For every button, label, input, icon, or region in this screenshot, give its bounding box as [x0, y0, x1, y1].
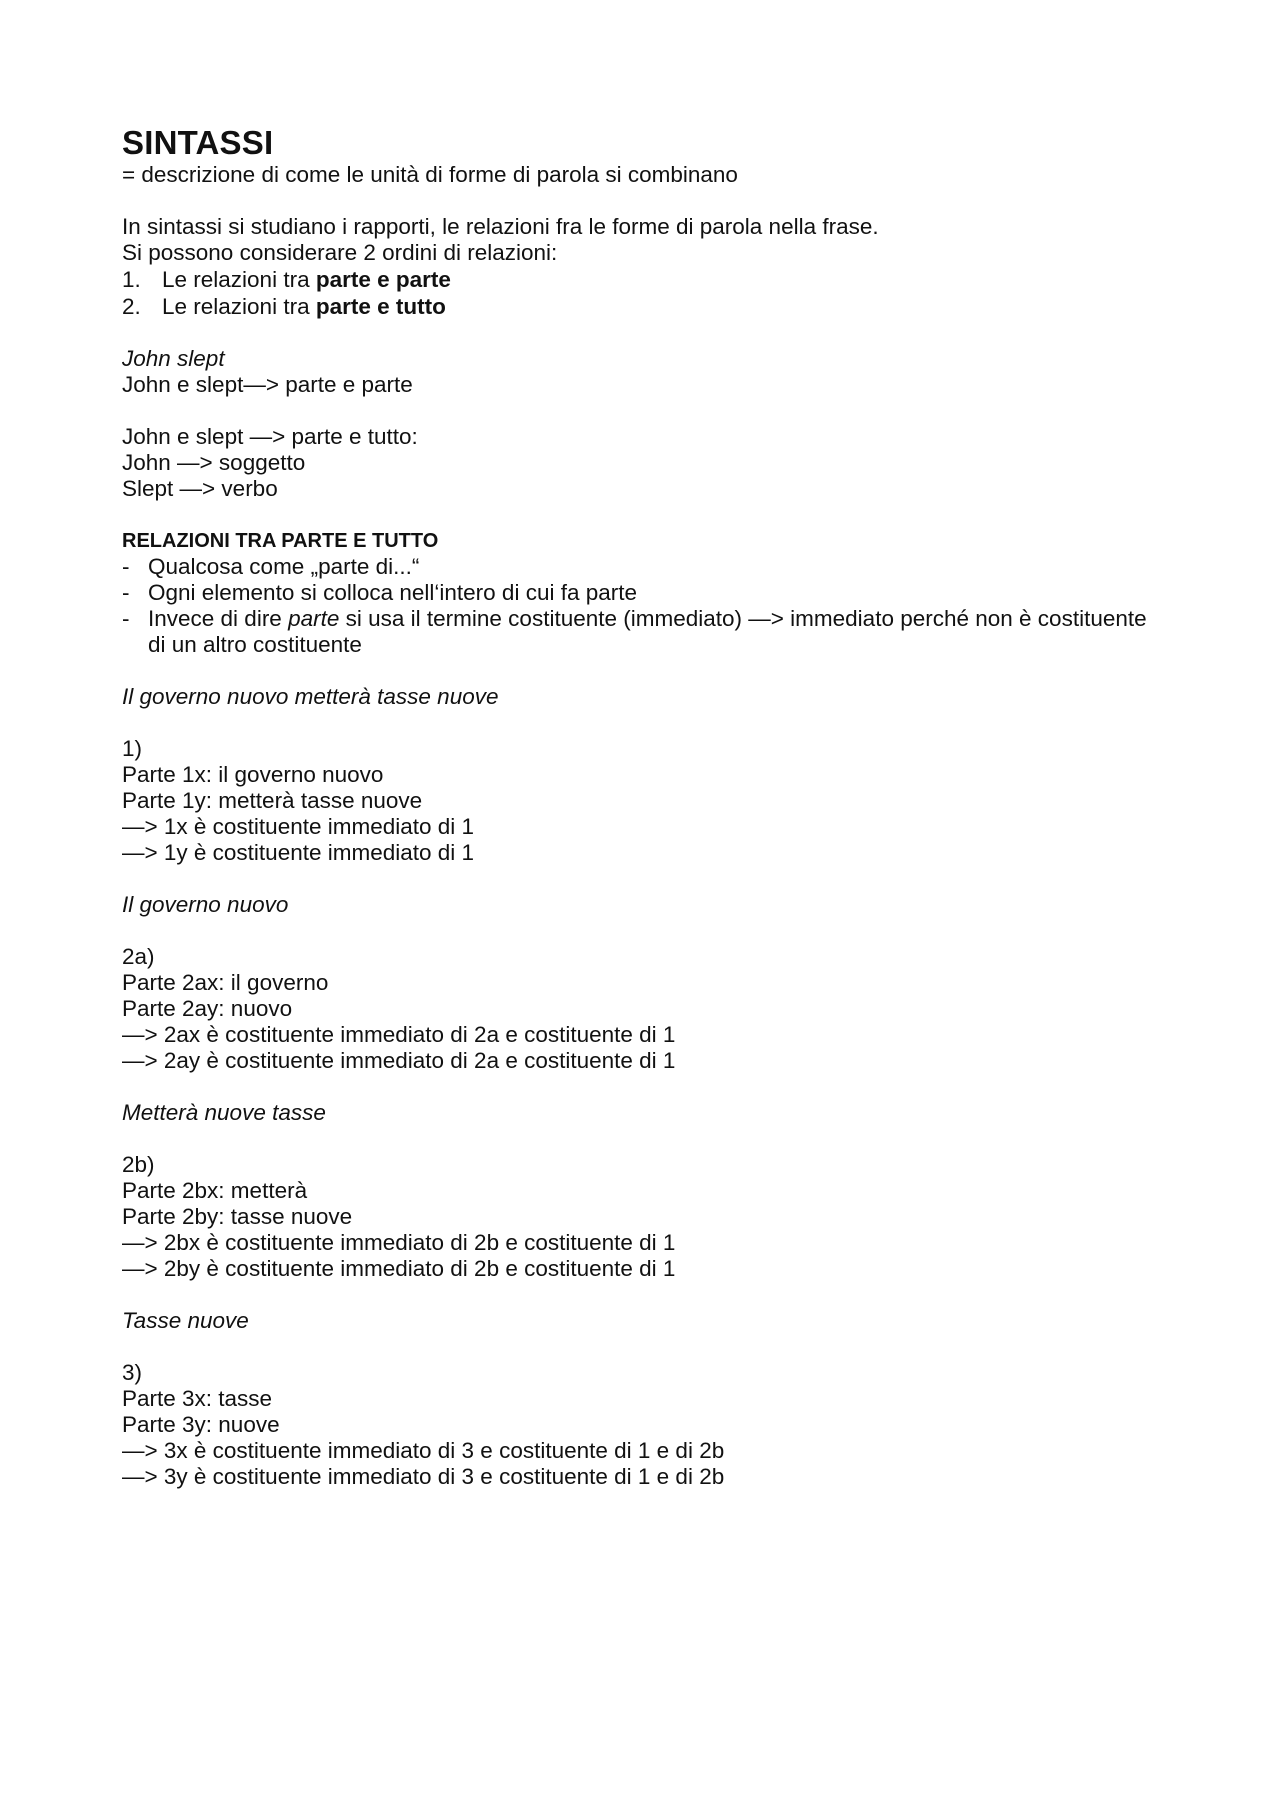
example-sentence: Il governo nuovo metterà tasse nuove — [122, 684, 499, 709]
intro-line: Si possono considerare 2 ordini di relazioni: — [122, 240, 558, 265]
definition: = descrizione di come le unità di forme di parola si combinano — [122, 162, 738, 187]
block-label: 2b) — [122, 1152, 155, 1177]
list-text: Le relazioni tra — [162, 267, 316, 292]
block-label: 3) — [122, 1360, 143, 1385]
bullet-text: Ogni elemento si colloca nell‘intero di cui fa parte — [148, 580, 638, 605]
block-line: Parte 3x: tasse — [122, 1386, 273, 1411]
block-line: —> 2ax è costituente immediato di 2a e costituente di 1 — [122, 1022, 676, 1047]
dash-bullet: - — [122, 554, 130, 579]
block-title: Il governo nuovo — [122, 892, 289, 917]
dash-bullet: - — [122, 580, 130, 605]
section-heading: RELAZIONI TRA PARTE E TUTTO — [122, 530, 439, 552]
block-title: Tasse nuove — [122, 1308, 249, 1333]
block-line: Parte 1x: il governo nuovo — [122, 762, 384, 787]
list-item — [122, 606, 1162, 658]
example-line: John e slept—> parte e parte — [122, 372, 413, 397]
bullet-text: Invece di dire — [148, 606, 289, 631]
block-line: —> 2ay è costituente immediato di 2a e costituente di 1 — [122, 1048, 676, 1073]
block-line: Parte 1y: metterà tasse nuove — [122, 788, 423, 813]
block-label: 1) — [122, 736, 143, 761]
constituent-block — [122, 1152, 1162, 1282]
block-line: —> 1y è costituente immediato di 1 — [122, 840, 475, 865]
doc-title: SINTASSI — [122, 124, 274, 161]
block-line: Parte 3y: nuove — [122, 1412, 280, 1437]
block-line: Parte 2ay: nuovo — [122, 996, 293, 1021]
block-label: 2a) — [122, 944, 155, 969]
block-line: —> 2by è costituente immediato di 2b e costituente di 1 — [122, 1256, 676, 1281]
list-item — [122, 554, 1162, 580]
dash-bullet: - — [122, 606, 130, 631]
block-line: —> 3y è costituente immediato di 3 e costituente di 1 e di 2b — [122, 1464, 725, 1489]
list-item — [122, 580, 1162, 606]
example-title: John slept — [122, 346, 225, 371]
intro-line: In sintassi si studiano i rapporti, le relazioni fra le forme di parola nella frase. — [122, 214, 879, 239]
example-line: Slept —> verbo — [122, 476, 278, 501]
bullet-text: si usa il termine costituente (immediato) —> immediato perché non è costituente di un altro costituente — [148, 606, 1147, 657]
bullet-text: Qualcosa come „parte di...“ — [148, 554, 420, 579]
list-item — [122, 293, 1162, 320]
constituent-block — [122, 944, 1162, 1074]
block-line: —> 3x è costituente immediato di 3 e costituente di 1 e di 2b — [122, 1438, 725, 1463]
constituent-block — [122, 736, 1162, 866]
list-number: 2. — [122, 294, 141, 319]
list-bold-text: parte e tutto — [315, 294, 446, 319]
block-line: —> 1x è costituente immediato di 1 — [122, 814, 475, 839]
block-line: Parte 2by: tasse nuove — [122, 1204, 353, 1229]
list-number: 1. — [122, 267, 141, 292]
block-line: Parte 2ax: il governo — [122, 970, 329, 995]
bullet-list — [122, 554, 1162, 658]
list-bold-text: parte e parte — [315, 267, 451, 292]
example-line: John —> soggetto — [122, 450, 306, 475]
constituent-block — [122, 1360, 1162, 1490]
block-title: Metterà nuove tasse — [122, 1100, 326, 1125]
bullet-italic-text: parte — [288, 606, 340, 631]
list-item — [122, 266, 1162, 293]
document-page — [122, 124, 1162, 1490]
list-text: Le relazioni tra — [162, 294, 316, 319]
example-line: John e slept —> parte e tutto: — [122, 424, 418, 449]
relations-list — [122, 266, 1162, 320]
block-line: —> 2bx è costituente immediato di 2b e costituente di 1 — [122, 1230, 676, 1255]
block-line: Parte 2bx: metterà — [122, 1178, 308, 1203]
